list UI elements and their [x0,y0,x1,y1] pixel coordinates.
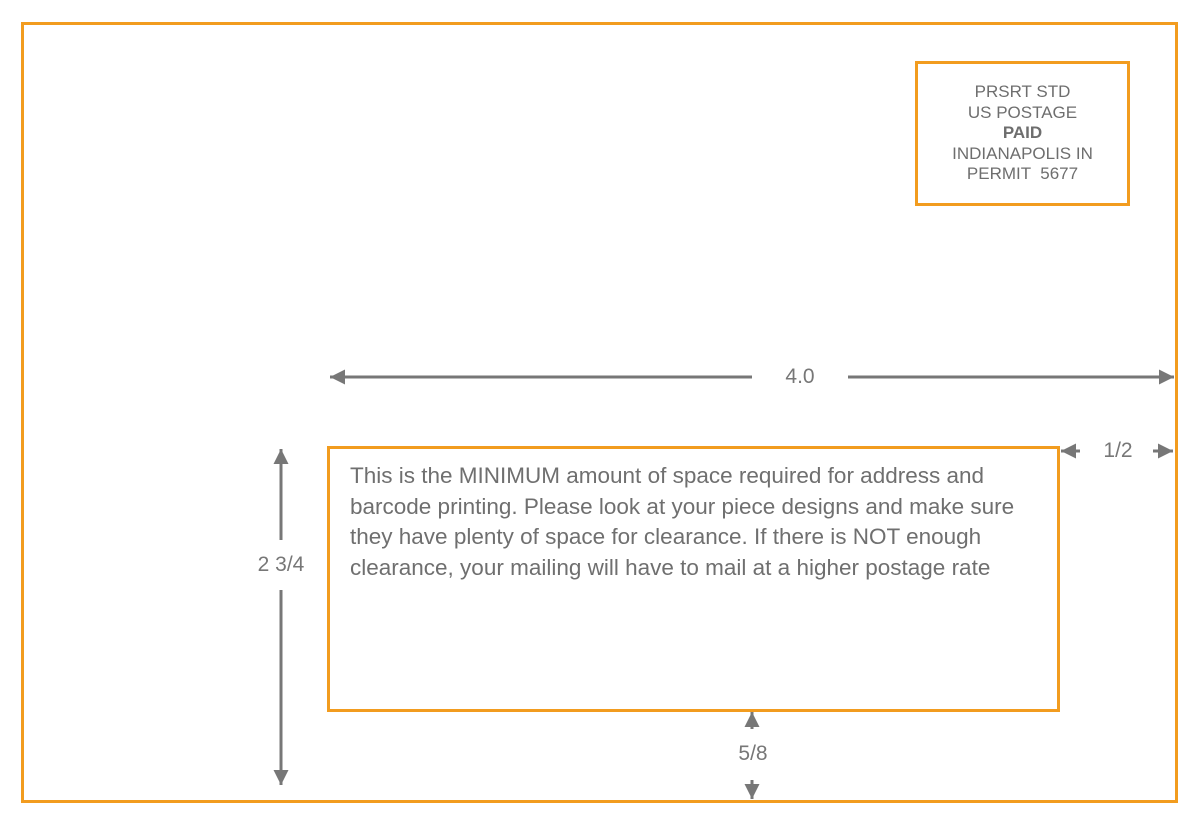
indicia-line: INDIANAPOLIS IN [952,143,1093,163]
indicia-line-paid: PAID [1002,123,1043,143]
height-label: 2 3/4 [257,553,305,576]
indicia-line: PERMIT 5677 [966,164,1079,184]
width-label: 4.0 [785,365,815,388]
indicia-line: US POSTAGE [967,102,1078,122]
indicia-line: PRSRT STD [974,82,1071,102]
right-margin-label: 1/2 [1103,439,1133,462]
address-zone-note: This is the MINIMUM amount of space required for address and barcode printing. Please look at your piece designs and make sure they have plenty of space for clearance. If there is NOT enough clearance, your mailing will have to mail at a higher postage rate [350,463,1015,580]
bottom-margin-label: 5/8 [738,742,768,765]
